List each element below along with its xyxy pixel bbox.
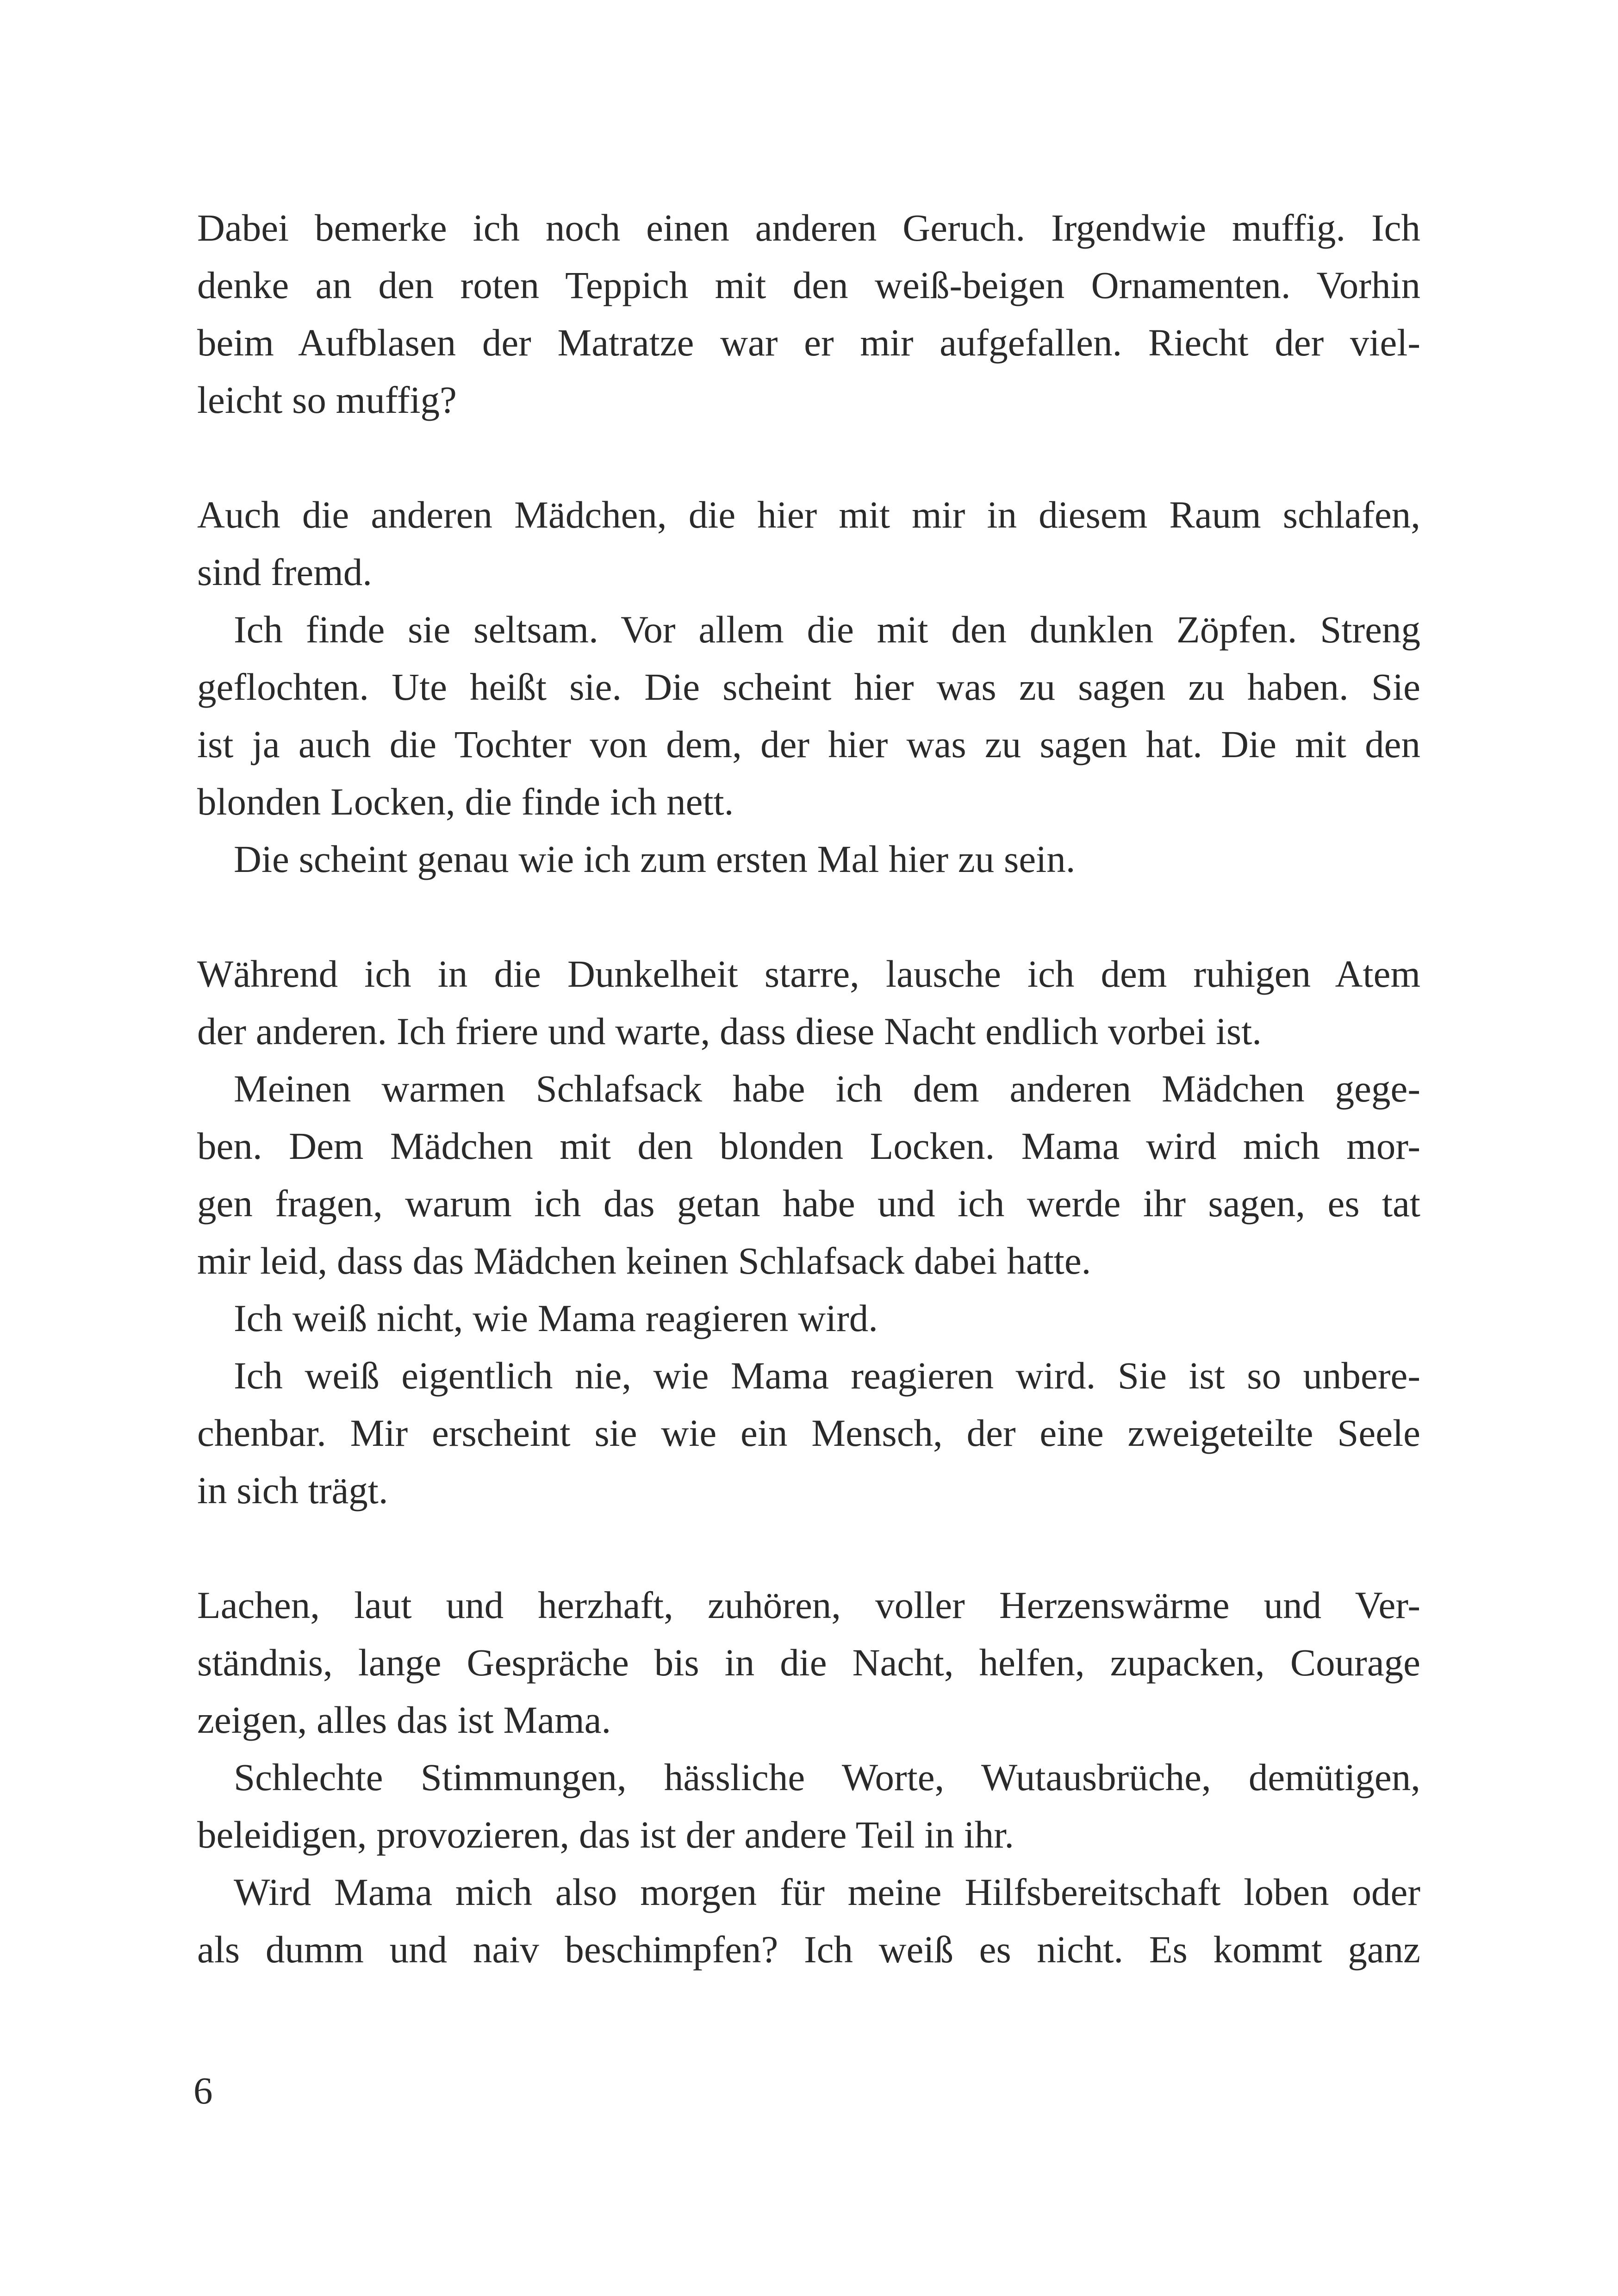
text-line: gen fragen, warum ich das getan habe und ich werde ihr sagen, es tat [197, 1182, 1420, 1225]
text-line: Die scheint genau wie ich zum ersten Mal hier zu sein. [234, 838, 1076, 880]
text-line: beim Aufblasen der Matratze war er mir aufgefallen. Riecht der viel- [197, 321, 1420, 364]
text-line: als dumm und naiv beschimpfen? Ich weiß es nicht. Es kommt ganz [197, 1928, 1420, 1971]
text-line: in sich trägt. [197, 1469, 388, 1512]
text-line: ben. Dem Mädchen mit den blonden Locken. Mama wird mich mor- [197, 1125, 1420, 1167]
text-line: mir leid, dass das Mädchen keinen Schlafsack dabei hatte. [197, 1239, 1091, 1282]
text-line: Wird Mama mich also morgen für meine Hilfsbereitschaft loben oder [234, 1871, 1420, 1913]
page-number: 6 [193, 2069, 213, 2112]
text-line: Ich finde sie seltsam. Vor allem die mit den dunklen Zöpfen. Streng [234, 608, 1420, 651]
text-line: beleidigen, provozieren, das ist der andere Teil in ihr. [197, 1813, 1014, 1856]
text-line: ist ja auch die Tochter von dem, der hier was zu sagen hat. Die mit den [197, 723, 1420, 765]
text-line: geflochten. Ute heißt sie. Die scheint hier was zu sagen zu haben. Sie [197, 666, 1420, 708]
text-line: denke an den roten Teppich mit den weiß-beigen Ornamenten. Vorhin [197, 264, 1420, 306]
text-line: der anderen. Ich friere und warte, dass diese Nacht endlich vorbei ist. [197, 1010, 1262, 1052]
text-line: Während ich in die Dunkelheit starre, lausche ich dem ruhigen Atem [197, 952, 1420, 995]
text-line: chenbar. Mir erscheint sie wie ein Mensch, der eine zweigeteilte Seele [197, 1412, 1420, 1454]
text-line: Schlechte Stimmungen, hässliche Worte, Wutausbrüche, demütigen, [234, 1756, 1420, 1798]
text-line: Dabei bemerke ich noch einen anderen Geruch. Irgendwie muffig. Ich [197, 206, 1420, 249]
text-line: Lachen, laut und herzhaft, zuhören, voller Herzenswärme und Ver- [197, 1584, 1420, 1626]
text-line: zeigen, alles das ist Mama. [197, 1699, 611, 1741]
text-line: leicht so muffig? [197, 379, 457, 421]
text-line: blonden Locken, die finde ich nett. [197, 780, 734, 823]
text-line: Ich weiß eigentlich nie, wie Mama reagieren wird. Sie ist so unbere- [234, 1354, 1420, 1397]
text-line: ständnis, lange Gespräche bis in die Nacht, helfen, zupacken, Courage [197, 1641, 1420, 1684]
text-line: Auch die anderen Mädchen, die hier mit mir in diesem Raum schlafen, [197, 493, 1420, 536]
text-line: Ich weiß nicht, wie Mama reagieren wird. [234, 1297, 878, 1339]
text-line: sind fremd. [197, 551, 373, 593]
text-line: Meinen warmen Schlafsack habe ich dem anderen Mädchen gege- [234, 1067, 1420, 1110]
